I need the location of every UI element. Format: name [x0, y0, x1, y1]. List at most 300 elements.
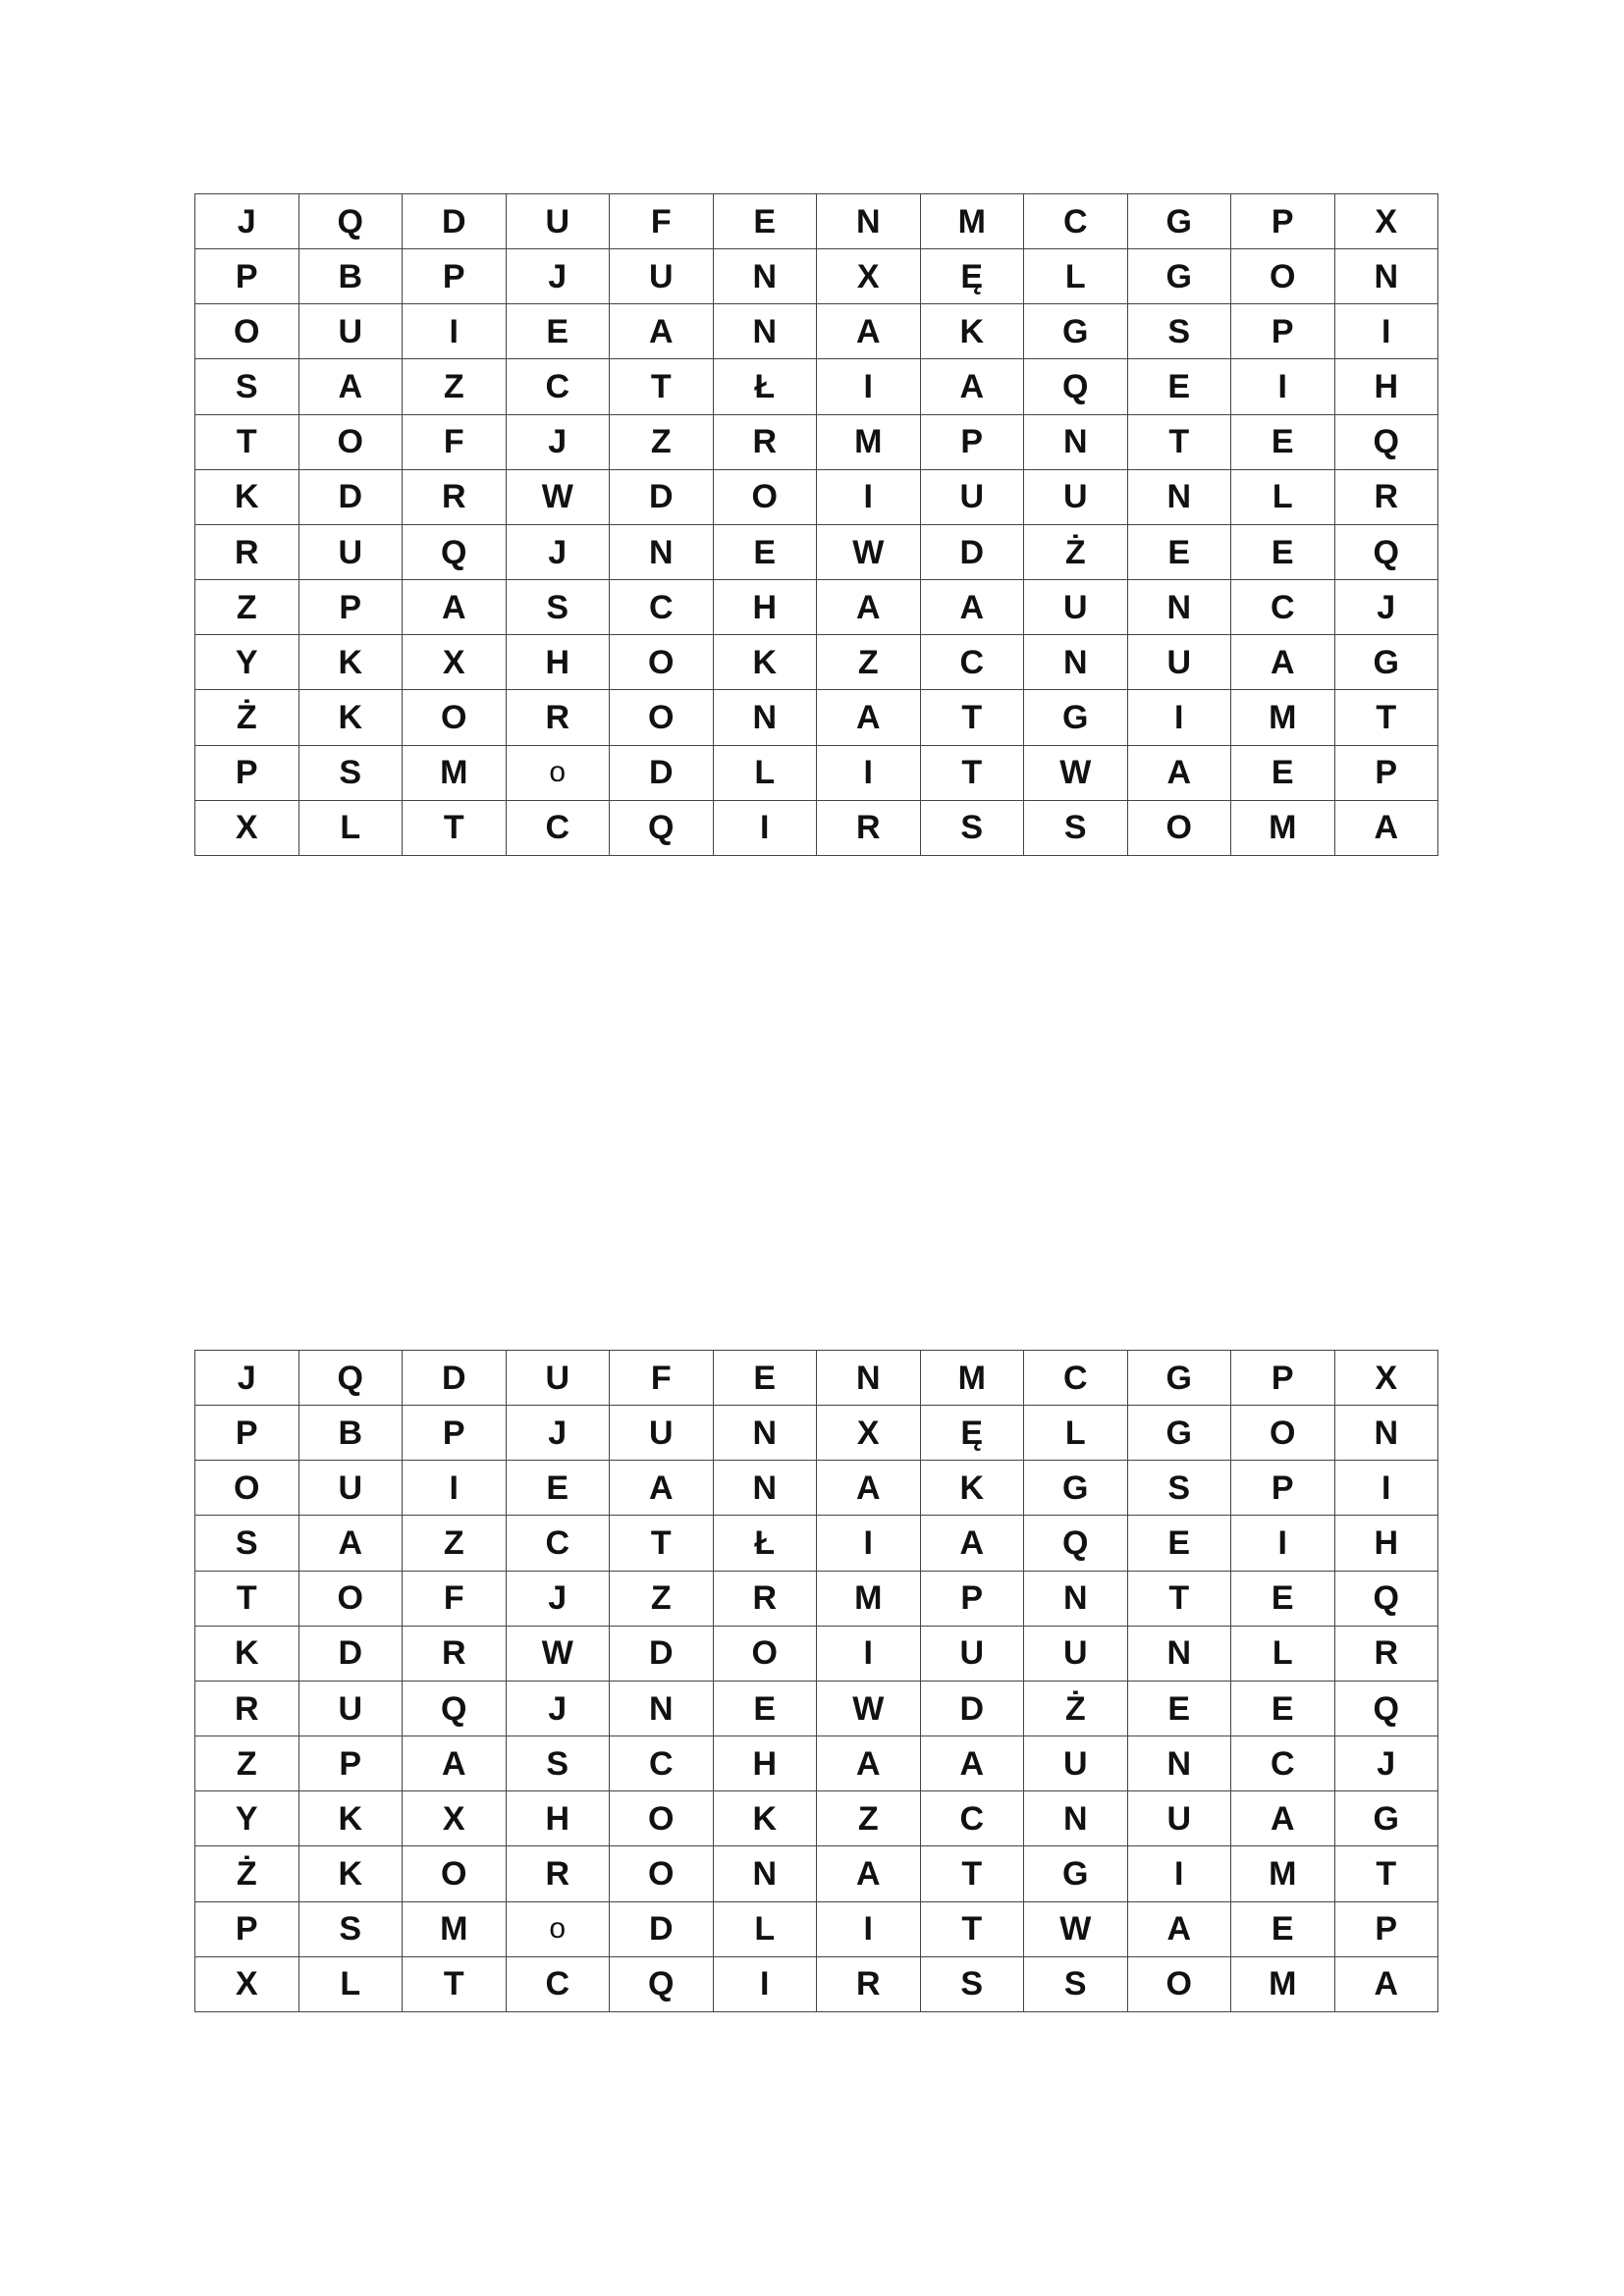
grid-cell: W: [817, 524, 921, 579]
grid-row: [195, 414, 1438, 469]
grid-cell: A: [1334, 1956, 1438, 2011]
grid-cell: S: [1127, 1461, 1231, 1516]
grid-cell: A: [920, 580, 1024, 635]
grid-cell: O: [610, 635, 714, 690]
grid-row: [195, 1846, 1438, 1901]
grid-cell: C: [1231, 1736, 1335, 1791]
grid-cell: U: [610, 249, 714, 304]
grid-cell: J: [506, 249, 610, 304]
grid-cell: A: [610, 304, 714, 359]
grid-cell: G: [1127, 1351, 1231, 1406]
grid-cell: Z: [403, 1516, 507, 1571]
grid-cell: T: [920, 745, 1024, 800]
grid-cell: A: [817, 1846, 921, 1901]
grid-cell: A: [1127, 745, 1231, 800]
grid-cell: U: [298, 1461, 403, 1516]
grid-cell: K: [298, 635, 403, 690]
grid-cell: M: [920, 194, 1024, 249]
grid-cell: O: [195, 1461, 299, 1516]
grid-cell: I: [1334, 1461, 1438, 1516]
grid-cell: D: [403, 1351, 507, 1406]
grid-cell: S: [920, 1956, 1024, 2011]
grid-cell: Z: [610, 414, 714, 469]
grid-cell: E: [1231, 745, 1335, 800]
grid-cell: U: [298, 524, 403, 579]
grid-cell: E: [1127, 1516, 1231, 1571]
grid-cell: G: [1024, 1461, 1128, 1516]
grid-cell: K: [713, 635, 817, 690]
grid-cell: J: [506, 1681, 610, 1735]
grid-cell: N: [713, 304, 817, 359]
grid-cell: P: [298, 580, 403, 635]
grid-cell: A: [298, 359, 403, 414]
grid-cell: o: [506, 745, 610, 800]
grid-cell: I: [817, 1901, 921, 1956]
grid-cell: O: [298, 1571, 403, 1626]
grid-row: [195, 194, 1438, 249]
grid-cell: T: [920, 1846, 1024, 1901]
grid-cell: N: [817, 1351, 921, 1406]
grid-cell: E: [1231, 524, 1335, 579]
grid-cell: X: [195, 1956, 299, 2011]
grid-cell: O: [403, 1846, 507, 1901]
grid-cell: Q: [403, 1681, 507, 1735]
grid-cell: N: [1127, 1626, 1231, 1681]
grid-cell: A: [403, 580, 507, 635]
grid-cell: N: [713, 690, 817, 745]
grid-cell: C: [506, 1956, 610, 2011]
grid-cell: S: [298, 745, 403, 800]
grid-cell: L: [1024, 1406, 1128, 1461]
grid-cell: I: [1231, 1516, 1335, 1571]
grid-cell: E: [1127, 524, 1231, 579]
grid-cell: I: [817, 745, 921, 800]
grid-row: [195, 359, 1438, 414]
grid-cell: Ż: [195, 690, 299, 745]
grid-cell: T: [195, 1571, 299, 1626]
grid-cell: N: [713, 1461, 817, 1516]
grid-cell: O: [610, 690, 714, 745]
grid-cell: G: [1127, 1406, 1231, 1461]
grid-cell: U: [506, 194, 610, 249]
grid-cell: M: [920, 1351, 1024, 1406]
grid-cell: F: [403, 414, 507, 469]
grid-cell: N: [1024, 1571, 1128, 1626]
grid-cell: P: [1334, 745, 1438, 800]
grid-cell: N: [1024, 414, 1128, 469]
grid-cell: M: [1231, 1846, 1335, 1901]
grid-cell: O: [610, 1791, 714, 1846]
grid-cell: S: [506, 580, 610, 635]
grid-cell: P: [195, 745, 299, 800]
grid-cell: L: [1231, 469, 1335, 524]
grid-cell: A: [817, 304, 921, 359]
grid-cell: A: [1231, 635, 1335, 690]
grid-cell: I: [403, 304, 507, 359]
grid-cell: L: [713, 745, 817, 800]
grid-cell: S: [195, 359, 299, 414]
grid-cell: A: [1127, 1901, 1231, 1956]
grid-cell: Z: [195, 580, 299, 635]
grid-cell: T: [920, 690, 1024, 745]
grid-cell: I: [817, 1516, 921, 1571]
grid-cell: G: [1334, 1791, 1438, 1846]
grid-cell: T: [920, 1901, 1024, 1956]
word-search-grid-top: [194, 193, 1438, 856]
grid-row: [195, 1791, 1438, 1846]
grid-cell: Ę: [920, 1406, 1024, 1461]
grid-row: [195, 1571, 1438, 1626]
grid-cell: G: [1127, 249, 1231, 304]
grid-cell: C: [920, 1791, 1024, 1846]
grid-cell: E: [506, 1461, 610, 1516]
grid-row: [195, 690, 1438, 745]
grid-cell: Q: [298, 194, 403, 249]
grid-cell: D: [610, 1901, 714, 1956]
grid-cell: K: [920, 304, 1024, 359]
grid-cell: o: [506, 1901, 610, 1956]
grid-cell: H: [506, 635, 610, 690]
grid-cell: X: [817, 249, 921, 304]
grid-cell: I: [817, 359, 921, 414]
grid-cell: N: [713, 249, 817, 304]
grid-row: [195, 469, 1438, 524]
grid-cell: M: [1231, 800, 1335, 855]
grid-cell: Z: [817, 635, 921, 690]
grid-cell: N: [1024, 1791, 1128, 1846]
grid-cell: Q: [1334, 524, 1438, 579]
grid-cell: O: [713, 1626, 817, 1681]
grid-cell: U: [1127, 635, 1231, 690]
grid-cell: X: [817, 1406, 921, 1461]
grid-cell: G: [1334, 635, 1438, 690]
grid-cell: E: [713, 194, 817, 249]
grid-cell: Z: [403, 359, 507, 414]
grid-cell: O: [610, 1846, 714, 1901]
grid-cell: C: [610, 580, 714, 635]
grid-cell: T: [195, 414, 299, 469]
grid-cell: Q: [610, 1956, 714, 2011]
grid-cell: E: [1231, 414, 1335, 469]
grid-cell: D: [920, 1681, 1024, 1735]
grid-cell: R: [195, 1681, 299, 1735]
grid-cell: T: [610, 359, 714, 414]
grid-cell: J: [195, 194, 299, 249]
grid-cell: A: [1334, 800, 1438, 855]
grid-cell: A: [1231, 1791, 1335, 1846]
grid-cell: X: [1334, 194, 1438, 249]
grid-cell: W: [506, 1626, 610, 1681]
grid-cell: F: [610, 194, 714, 249]
grid-cell: N: [1334, 1406, 1438, 1461]
grid-cell: N: [1127, 580, 1231, 635]
grid-cell: I: [1231, 359, 1335, 414]
grid-row: [195, 745, 1438, 800]
grid-cell: K: [195, 469, 299, 524]
grid-cell: N: [610, 524, 714, 579]
grid-cell: P: [403, 249, 507, 304]
grid-cell: A: [298, 1516, 403, 1571]
grid-cell: T: [1334, 690, 1438, 745]
grid-cell: U: [1024, 1736, 1128, 1791]
grid-cell: U: [610, 1406, 714, 1461]
grid-cell: P: [403, 1406, 507, 1461]
grid-cell: I: [403, 1461, 507, 1516]
grid-row: [195, 304, 1438, 359]
grid-cell: B: [298, 249, 403, 304]
grid-cell: Ż: [1024, 524, 1128, 579]
grid-cell: U: [1024, 1626, 1128, 1681]
grid-cell: K: [195, 1626, 299, 1681]
grid-cell: T: [610, 1516, 714, 1571]
grid-cell: B: [298, 1406, 403, 1461]
grid-cell: X: [403, 635, 507, 690]
grid-cell: Q: [403, 524, 507, 579]
grid-cell: C: [610, 1736, 714, 1791]
grid-cell: M: [403, 1901, 507, 1956]
grid-cell: E: [713, 1351, 817, 1406]
grid-cell: I: [1127, 1846, 1231, 1901]
grid-row: [195, 1461, 1438, 1516]
grid-cell: U: [298, 1681, 403, 1735]
grid-cell: S: [195, 1516, 299, 1571]
grid-cell: U: [920, 1626, 1024, 1681]
grid-cell: J: [506, 414, 610, 469]
grid-cell: E: [713, 1681, 817, 1735]
grid-cell: E: [1231, 1571, 1335, 1626]
grid-cell: M: [403, 745, 507, 800]
grid-cell: J: [506, 1406, 610, 1461]
grid-cell: P: [920, 414, 1024, 469]
grid-cell: Ę: [920, 249, 1024, 304]
grid-cell: K: [298, 690, 403, 745]
grid-cell: C: [920, 635, 1024, 690]
grid-cell: T: [403, 1956, 507, 2011]
grid-cell: D: [610, 745, 714, 800]
grid-cell: W: [817, 1681, 921, 1735]
grid-row: [195, 524, 1438, 579]
grid-cell: L: [1231, 1626, 1335, 1681]
grid-cell: K: [920, 1461, 1024, 1516]
grid-cell: A: [817, 580, 921, 635]
grid-cell: L: [713, 1901, 817, 1956]
grid-cell: G: [1127, 194, 1231, 249]
grid-cell: Z: [817, 1791, 921, 1846]
grid-cell: P: [1231, 1351, 1335, 1406]
grid-cell: N: [817, 194, 921, 249]
grid-cell: E: [713, 524, 817, 579]
grid-cell: A: [817, 1461, 921, 1516]
grid-cell: H: [506, 1791, 610, 1846]
grid-cell: R: [1334, 1626, 1438, 1681]
grid-cell: Ż: [195, 1846, 299, 1901]
grid-cell: C: [1024, 1351, 1128, 1406]
grid-cell: J: [195, 1351, 299, 1406]
grid-cell: N: [1334, 249, 1438, 304]
grid-cell: P: [195, 249, 299, 304]
grid-cell: W: [506, 469, 610, 524]
grid-cell: J: [506, 524, 610, 579]
grid-cell: Q: [1334, 1681, 1438, 1735]
grid-cell: K: [298, 1846, 403, 1901]
grid-cell: S: [1127, 304, 1231, 359]
grid-cell: L: [298, 800, 403, 855]
grid-row: [195, 1901, 1438, 1956]
grid-cell: C: [506, 1516, 610, 1571]
grid-cell: J: [506, 1571, 610, 1626]
grid-cell: A: [920, 1736, 1024, 1791]
grid-cell: T: [1127, 414, 1231, 469]
grid-cell: D: [298, 1626, 403, 1681]
grid-cell: A: [610, 1461, 714, 1516]
grid-cell: R: [403, 469, 507, 524]
grid-cell: D: [403, 194, 507, 249]
grid-cell: U: [920, 469, 1024, 524]
grid-cell: O: [1231, 249, 1335, 304]
grid-cell: R: [195, 524, 299, 579]
grid-cell: T: [1334, 1846, 1438, 1901]
grid-cell: P: [1231, 1461, 1335, 1516]
grid-cell: L: [1024, 249, 1128, 304]
grid-cell: U: [1024, 469, 1128, 524]
grid-cell: K: [298, 1791, 403, 1846]
grid-row: [195, 1516, 1438, 1571]
grid-cell: G: [1024, 690, 1128, 745]
grid-row: [195, 800, 1438, 855]
grid-cell: R: [403, 1626, 507, 1681]
grid-cell: Q: [1024, 359, 1128, 414]
grid-cell: P: [195, 1406, 299, 1461]
grid-cell: O: [1127, 800, 1231, 855]
word-search-grid-bottom: [194, 1350, 1438, 2012]
grid-cell: C: [506, 800, 610, 855]
grid-cell: Q: [1334, 414, 1438, 469]
grid-cell: T: [1127, 1571, 1231, 1626]
grid-cell: A: [817, 1736, 921, 1791]
grid-row: [195, 249, 1438, 304]
grid-cell: U: [298, 304, 403, 359]
grid-row: [195, 1956, 1438, 2011]
grid-row: [195, 580, 1438, 635]
grid-row: [195, 1351, 1438, 1406]
grid-cell: Q: [610, 800, 714, 855]
grid-cell: Z: [195, 1736, 299, 1791]
grid-row: [195, 635, 1438, 690]
grid-cell: N: [1127, 1736, 1231, 1791]
grid-cell: P: [195, 1901, 299, 1956]
grid-cell: R: [817, 800, 921, 855]
grid-cell: I: [817, 1626, 921, 1681]
grid-cell: W: [1024, 1901, 1128, 1956]
grid-cell: S: [1024, 1956, 1128, 2011]
grid-cell: M: [1231, 1956, 1335, 2011]
grid-cell: Q: [1024, 1516, 1128, 1571]
grid-cell: M: [817, 414, 921, 469]
grid-cell: I: [713, 1956, 817, 2011]
grid-cell: H: [1334, 1516, 1438, 1571]
grid-cell: R: [713, 414, 817, 469]
grid-cell: S: [1024, 800, 1128, 855]
grid-cell: H: [713, 1736, 817, 1791]
grid-cell: P: [1231, 194, 1335, 249]
grid-cell: M: [817, 1571, 921, 1626]
grid-cell: M: [1231, 690, 1335, 745]
grid-cell: N: [1127, 469, 1231, 524]
grid-cell: O: [298, 414, 403, 469]
grid-cell: E: [1231, 1681, 1335, 1735]
grid-cell: R: [817, 1956, 921, 2011]
grid-cell: H: [713, 580, 817, 635]
grid-cell: R: [1334, 469, 1438, 524]
grid-cell: A: [920, 359, 1024, 414]
grid-cell: E: [1127, 1681, 1231, 1735]
grid-cell: G: [1024, 304, 1128, 359]
grid-cell: P: [920, 1571, 1024, 1626]
grid-cell: S: [506, 1736, 610, 1791]
grid-cell: D: [298, 469, 403, 524]
grid-cell: I: [713, 800, 817, 855]
grid-cell: O: [713, 469, 817, 524]
grid-cell: Ł: [713, 1516, 817, 1571]
grid-cell: Z: [610, 1571, 714, 1626]
grid-cell: E: [506, 304, 610, 359]
grid-cell: O: [1231, 1406, 1335, 1461]
grid-cell: F: [403, 1571, 507, 1626]
grid-cell: H: [1334, 359, 1438, 414]
grid-cell: J: [1334, 1736, 1438, 1791]
grid-row: [195, 1681, 1438, 1735]
grid-cell: T: [403, 800, 507, 855]
grid-cell: P: [1231, 304, 1335, 359]
grid-cell: Y: [195, 1791, 299, 1846]
grid-cell: X: [1334, 1351, 1438, 1406]
grid-cell: Ł: [713, 359, 817, 414]
grid-cell: C: [506, 359, 610, 414]
grid-cell: A: [920, 1516, 1024, 1571]
grid-cell: U: [506, 1351, 610, 1406]
grid-cell: C: [1231, 580, 1335, 635]
grid-cell: X: [403, 1791, 507, 1846]
grid-cell: I: [1334, 304, 1438, 359]
grid-cell: Q: [1334, 1571, 1438, 1626]
grid-cell: Ż: [1024, 1681, 1128, 1735]
grid-cell: N: [1024, 635, 1128, 690]
grid-cell: I: [1127, 690, 1231, 745]
grid-cell: O: [403, 690, 507, 745]
grid-cell: N: [713, 1846, 817, 1901]
grid-row: [195, 1736, 1438, 1791]
grid-cell: N: [610, 1681, 714, 1735]
grid-cell: O: [1127, 1956, 1231, 2011]
grid-cell: I: [817, 469, 921, 524]
grid-row: [195, 1626, 1438, 1681]
grid-cell: X: [195, 800, 299, 855]
grid-cell: W: [1024, 745, 1128, 800]
grid-cell: U: [1127, 1791, 1231, 1846]
grid-cell: Y: [195, 635, 299, 690]
grid-cell: A: [817, 690, 921, 745]
grid-cell: R: [506, 1846, 610, 1901]
grid-cell: U: [1024, 580, 1128, 635]
grid-cell: R: [506, 690, 610, 745]
grid-cell: E: [1231, 1901, 1335, 1956]
grid-cell: F: [610, 1351, 714, 1406]
grid-cell: S: [920, 800, 1024, 855]
grid-cell: Q: [298, 1351, 403, 1406]
grid-cell: N: [713, 1406, 817, 1461]
grid-cell: C: [1024, 194, 1128, 249]
grid-cell: L: [298, 1956, 403, 2011]
